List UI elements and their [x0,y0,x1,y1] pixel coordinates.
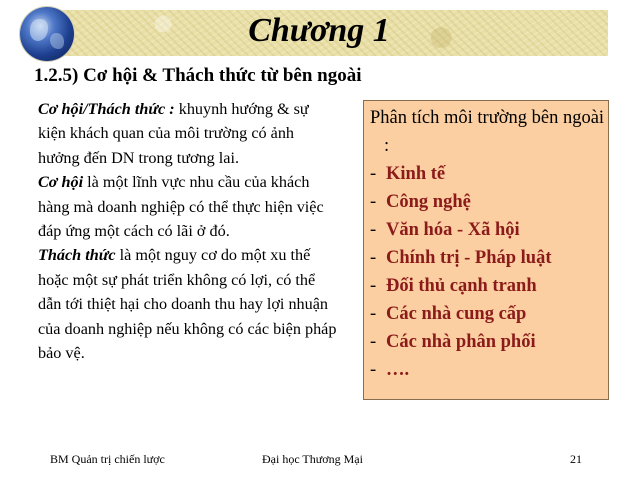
list-item [370,272,608,300]
list-dash: - [370,192,377,212]
list-item [370,300,608,328]
list-item [370,328,608,356]
list-item-label: Đối thủ cạnh tranh [386,276,537,296]
term-opportunity: Cơ hội [38,173,84,192]
list-dash: - [370,220,377,240]
definition-text: khuynh hướng & sự kiện khách quan của môi trường có ảnh hưởng đến DN trong tương lai. [38,100,309,167]
definition-paragraph [38,170,338,243]
list-item [370,244,608,272]
list-item-label: Chính trị - Pháp luật [386,248,552,268]
definition-text: là một lĩnh vực nhu cầu của khách hàng mà doanh nghiệp có thể thực hiện việc đáp ứng một cách có lãi ở đó. [38,173,324,241]
list-dash: - [370,164,377,184]
list-item [370,188,608,216]
list-item [370,160,608,188]
box-heading: Phân tích môi trường bên ngoài : [370,108,605,156]
list-dash: - [370,248,377,268]
list-item-label: Công nghệ [386,192,471,212]
list-dash: - [370,276,377,296]
footer-department: BM Quản trị chiến lược [50,452,165,466]
list-dash: - [370,360,377,380]
term-threat: Thách thức [38,246,116,265]
list-item-label: Các nhà cung cấp [386,304,527,324]
list-item-label: …. [386,360,410,380]
list-dash: - [370,304,377,324]
definition-text: là một nguy cơ do một xu thế hoặc một sự phát triển không có lợi, có thể dẫn tới thiệt hại cho doanh thu hay lợi nhuận của doanh nghiệp nếu không có các biện pháp bảo vệ. [38,246,337,363]
list-item-label: Các nhà phân phối [386,332,536,352]
slide-subtitle: 1.2.5) Cơ hội & Thách thức từ bên ngoài [34,65,362,86]
list-item-label: Kinh tế [386,164,446,184]
list-item-label: Văn hóa - Xã hội [386,220,520,240]
term-opportunity-threat: Cơ hội/Thách thức : [38,100,175,118]
list-item [370,356,608,384]
footer-university: Đại học Thương Mại [262,452,363,466]
definition-paragraph [38,97,338,170]
definitions-text [38,97,338,365]
definition-paragraph [38,243,338,365]
list-dash: - [370,332,377,352]
list-item [370,216,608,244]
slide-title: Chương 1 [248,12,390,49]
environment-analysis-box [363,100,609,400]
footer-page-number: 21 [570,452,582,466]
